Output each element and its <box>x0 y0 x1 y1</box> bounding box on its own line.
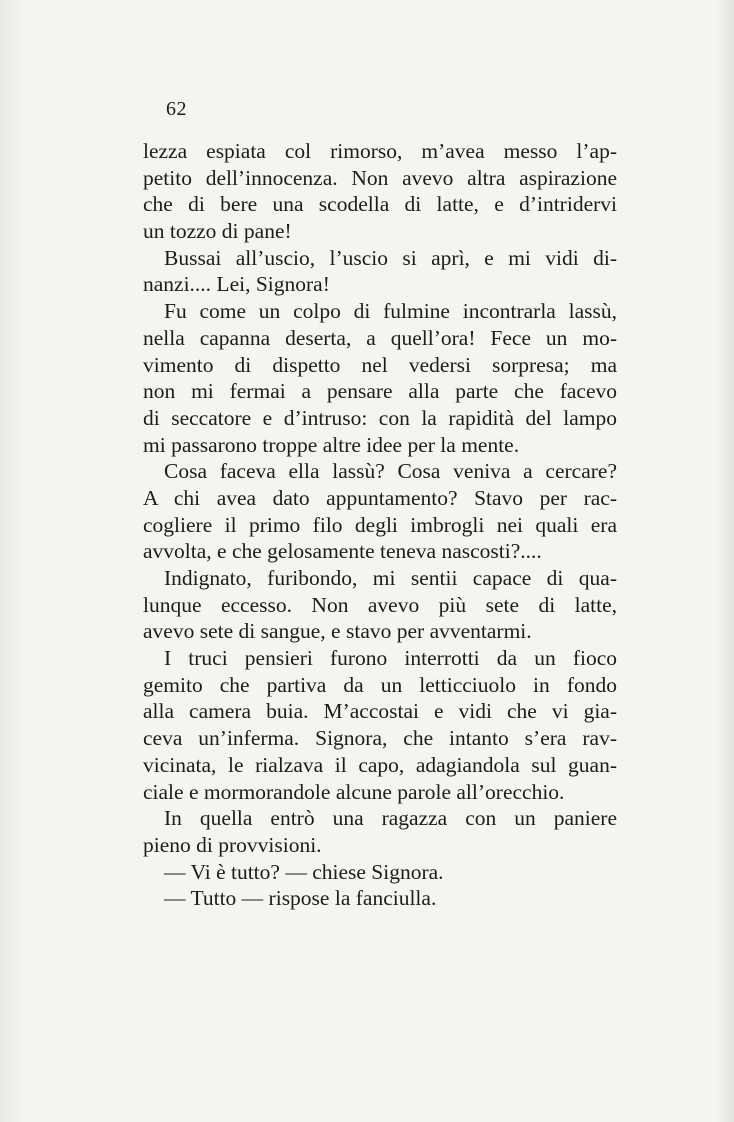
text-line: avevo sete di sangue, e stavo per avventarmi. <box>143 619 532 644</box>
text-line: gemito che partiva da un letticciuolo in fondo <box>143 672 617 697</box>
text-line: ceva un’inferma. Signora, che intanto s’era rav- <box>143 726 617 751</box>
text-line: vicinata, le rialzava il capo, adagiandola sul guan- <box>143 752 617 777</box>
text-line: I truci pensieri furono interrotti da un fioco <box>164 646 617 671</box>
text-line: Cosa faceva ella lassù? Cosa veniva a cercare? <box>164 459 617 484</box>
text-line: Bussai all’uscio, l’uscio si aprì, e mi vidi di- <box>164 245 617 270</box>
body-text <box>143 138 617 912</box>
text-line: ciale e mormorandole alcune parole all’orecchio. <box>143 779 565 804</box>
page-number: 62 <box>166 98 187 120</box>
text-line: che di bere una scodella di latte, e d’intridervi <box>143 192 617 217</box>
text-line: Fu come un colpo di fulmine incontrarla lassù, <box>164 299 617 324</box>
text-line: — Vi è tutto? — chiese Signora. <box>164 859 444 884</box>
text-line: petito dell’innocenza. Non avevo altra aspirazione <box>143 165 617 190</box>
text-line: nella capanna deserta, a quell’ora! Fece un mo- <box>143 325 617 350</box>
text-line: Indignato, furibondo, mi sentii capace di qua- <box>164 566 617 590</box>
text-line: di seccatore e d’intruso: con la rapidità del lampo <box>143 405 617 430</box>
text-line: mi passarono troppe altre idee per la mente. <box>143 432 520 457</box>
text-line: un tozzo di pane! <box>143 219 292 244</box>
text-line: — Tutto — rispose la fanciulla. <box>164 886 437 911</box>
text-line: nanzi.... Lei, Signora! <box>143 272 330 297</box>
text-line: lunque eccesso. Non avevo più sete di latte, <box>143 592 617 617</box>
text-line: lezza espiata col rimorso, m’avea messo l’ap- <box>143 139 617 163</box>
text-line: In quella entrò una ragazza con un paniere <box>164 806 617 831</box>
text-line: alla camera buia. M’accostai e vidi che vi gia- <box>143 699 617 724</box>
text-line: vimento di dispetto nel vedersi sorpresa; ma <box>143 352 617 377</box>
text-line: non mi fermai a pensare alla parte che facevo <box>143 379 617 404</box>
text-line: pieno di provvisioni. <box>143 832 322 857</box>
text-line: A chi avea dato appuntamento? Stavo per rac- <box>143 485 617 510</box>
text-line: cogliere il primo filo degli imbrogli nei quali era <box>143 512 617 537</box>
text-line: avvolta, e che gelosamente teneva nascosti?.... <box>143 539 542 564</box>
